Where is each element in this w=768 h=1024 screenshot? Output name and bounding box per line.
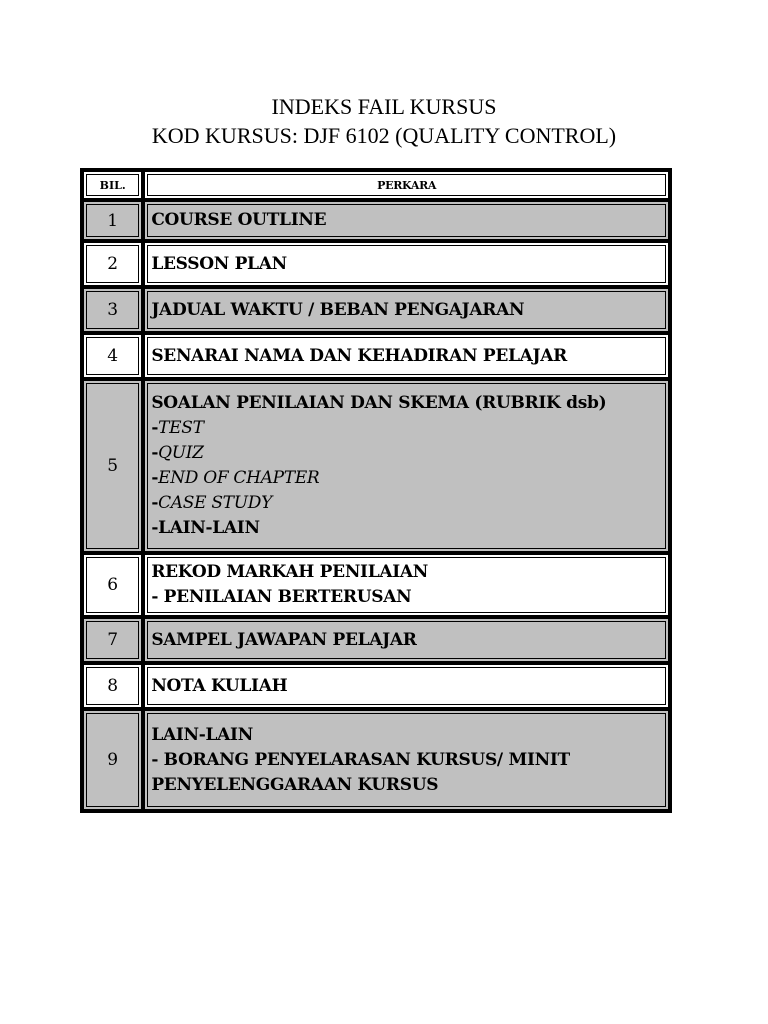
- item-line: [151, 298, 668, 323]
- table-row: [82, 200, 670, 241]
- item-line: [151, 252, 668, 277]
- row-number: 2: [82, 241, 143, 287]
- table-row: [82, 287, 670, 333]
- row-item: [143, 663, 670, 709]
- item-dash: -: [151, 493, 159, 513]
- row-item: [143, 200, 670, 241]
- table-row: [82, 241, 670, 287]
- table-row: [82, 553, 670, 617]
- item-text: - BORANG PENYELARASAN KURSUS/ MINIT: [151, 749, 570, 770]
- table-row: [82, 379, 670, 553]
- item-line: [151, 723, 668, 748]
- item-text: JADUAL WAKTU / BEBAN PENGAJARAN: [151, 299, 525, 320]
- item-line: [151, 441, 668, 466]
- item-text: LESSON PLAN: [151, 253, 287, 274]
- item-line: [151, 208, 668, 233]
- row-number: 5: [82, 379, 143, 553]
- item-text: SOALAN PENILAIAN DAN SKEMA (RUBRIK dsb): [151, 393, 607, 413]
- table-row: [82, 333, 670, 379]
- item-text: NOTA KULIAH: [151, 675, 288, 696]
- row-number: 9: [82, 709, 143, 811]
- item-line: [151, 391, 668, 416]
- item-text: COURSE OUTLINE: [151, 210, 327, 230]
- item-text: - PENILAIAN BERTERUSAN: [151, 587, 412, 607]
- row-item: [143, 379, 670, 553]
- table-row: [82, 709, 670, 811]
- item-line: [151, 466, 668, 491]
- header-perkara: PERKARA: [143, 170, 670, 200]
- item-dash: -: [151, 468, 159, 488]
- item-dash: -: [151, 443, 159, 463]
- item-text: PENYELENGGARAAN KURSUS: [151, 774, 439, 795]
- row-number: 4: [82, 333, 143, 379]
- item-line: [151, 491, 668, 516]
- row-number: 6: [82, 553, 143, 617]
- header-bil: BIL.: [82, 170, 143, 200]
- document-title: [0, 92, 768, 150]
- item-text: SAMPEL JAWAPAN PELAJAR: [151, 629, 417, 650]
- item-text: LAIN-LAIN: [151, 724, 253, 745]
- table-row: [82, 663, 670, 709]
- item-line: [151, 674, 668, 699]
- item-line: [151, 585, 668, 610]
- row-item: [143, 709, 670, 811]
- table-body: [82, 200, 670, 811]
- item-text: -LAIN-LAIN: [151, 518, 260, 538]
- title-line-1: INDEKS FAIL KURSUS: [271, 94, 497, 119]
- row-item: [143, 287, 670, 333]
- item-text: END OF CHAPTER: [158, 468, 320, 488]
- item-line: [151, 628, 668, 653]
- item-line: [151, 773, 668, 798]
- item-line: [151, 560, 668, 585]
- table-row: [82, 617, 670, 663]
- item-text: SENARAI NAMA DAN KEHADIRAN PELAJAR: [151, 345, 568, 366]
- course-file-index-table: [80, 168, 672, 813]
- row-item: [143, 333, 670, 379]
- row-number: 1: [82, 200, 143, 241]
- item-line: [151, 516, 668, 541]
- item-text: QUIZ: [158, 443, 204, 463]
- item-text: TEST: [158, 418, 204, 438]
- row-item: [143, 617, 670, 663]
- item-line: [151, 748, 668, 773]
- table-header-row: [82, 170, 670, 200]
- title-line-2: KOD KURSUS: DJF 6102 (QUALITY CONTROL): [151, 123, 617, 148]
- item-text: CASE STUDY: [158, 493, 272, 513]
- item-dash: -: [151, 418, 159, 438]
- item-line: [151, 416, 668, 441]
- item-line: [151, 344, 668, 369]
- row-item: [143, 241, 670, 287]
- row-item: [143, 553, 670, 617]
- row-number: 3: [82, 287, 143, 333]
- item-text: REKOD MARKAH PENILAIAN: [151, 562, 429, 582]
- row-number: 7: [82, 617, 143, 663]
- row-number: 8: [82, 663, 143, 709]
